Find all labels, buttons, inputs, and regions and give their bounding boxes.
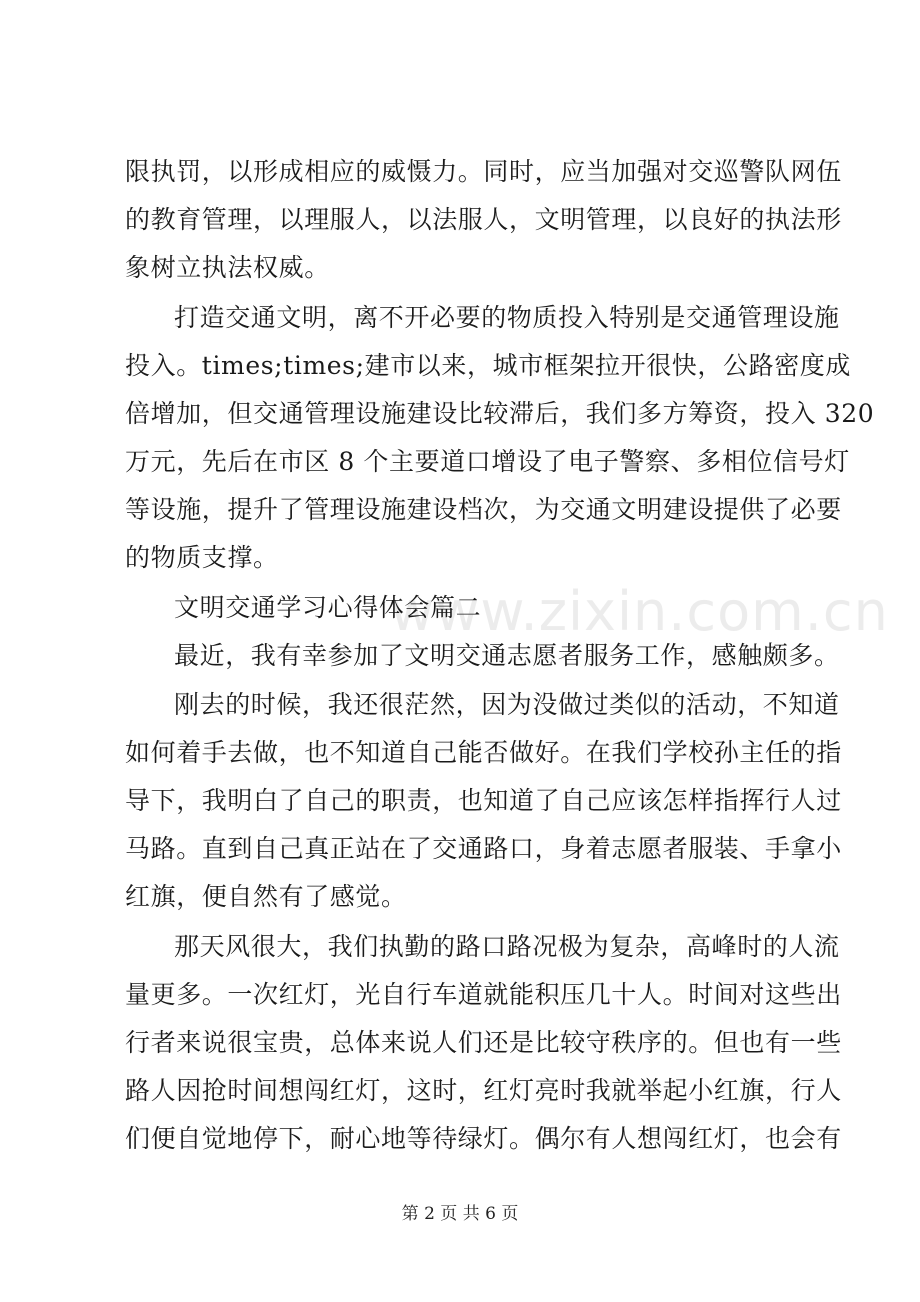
section-heading: 文明交通学习心得体会篇二 [174,593,482,622]
paragraph-line: 万元，先后在市区 8 个主要道口增设了电子警察、多相位信号灯 [125,447,850,476]
paragraph-line: 限执罚，以形成相应的威慑力。同时，应当加强对交巡警队网伍 [125,157,842,186]
paragraph-line: 的教育管理，以理服人，以法服人，文明管理，以良好的执法形 [125,205,842,234]
paragraph-line: 们便自觉地停下，耐心地等待绿灯。偶尔有人想闯红灯，也会有 [125,1124,842,1153]
paragraph-line: 行者来说很宝贵，总体来说人们还是比较守秩序的。但也有一些 [125,1028,842,1057]
paragraph-line: 红旗，便自然有了感觉。 [125,882,407,911]
paragraph-line: 打造交通文明，离不开必要的物质投入特别是交通管理设施 [174,303,840,332]
paragraph-line: 的物质支撑。 [125,543,279,572]
paragraph-line: 象树立执法权威。 [125,253,330,282]
paragraph-line: 马路。直到自己真正站在了交通路口，身着志愿者服装、手拿小 [125,834,842,863]
paragraph-line: 导下，我明白了自己的职责，也知道了自己应该怎样指挥行人过 [125,786,842,815]
watermark: www.zixin.com.cn [390,580,889,643]
paragraph-line: 最近，我有幸参加了文明交通志愿者服务工作，感触颇多。 [174,641,840,670]
paragraph-line: 那天风很大，我们执勤的路口路况极为复杂，高峰时的人流 [174,932,840,961]
paragraph-line: 刚去的时候，我还很茫然，因为没做过类似的活动，不知道 [174,690,840,719]
paragraph-line: 如何着手去做，也不知道自己能否做好。在我们学校孙主任的指 [125,738,842,767]
page-footer: 第 2 页 共 6 页 [401,1204,519,1224]
paragraph-line: 量更多。一次红灯，光自行车道就能积压几十人。时间对这些出 [125,980,842,1009]
paragraph-line: 倍增加，但交通管理设施建设比较滞后，我们多方筹资，投入 320 [125,399,875,428]
paragraph-line: 投入。times;times;建市以来，城市框架拉开很快，公路密度成 [125,351,851,380]
paragraph-line: 等设施，提升了管理设施建设档次，为交通文明建设提供了必要 [125,495,842,524]
paragraph-line: 路人因抢时间想闯红灯，这时，红灯亮时我就举起小红旗，行人 [125,1076,842,1105]
